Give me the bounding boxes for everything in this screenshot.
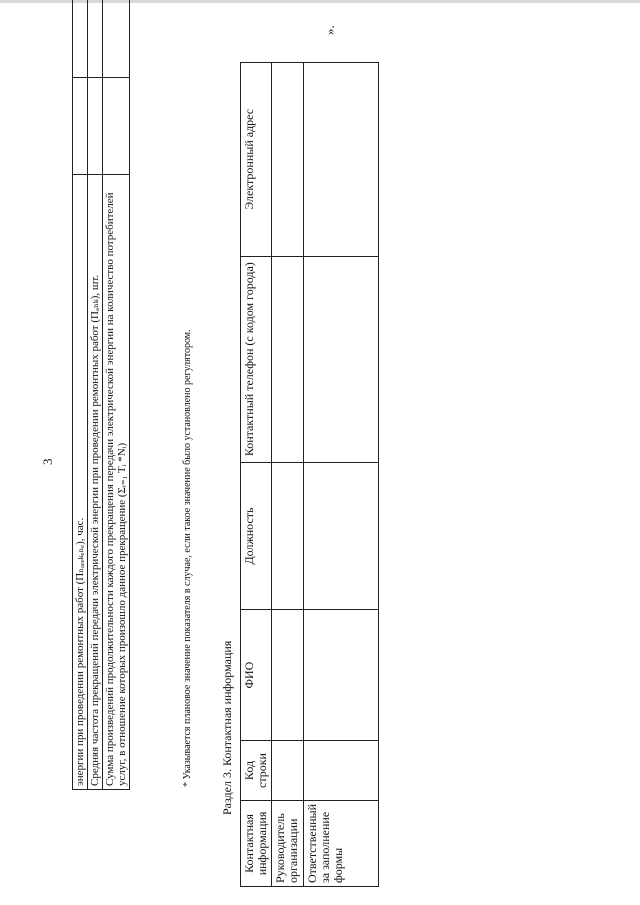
row-label: Руководитель организации [272,800,304,886]
indicator-value [88,0,103,78]
table-cell [272,256,304,462]
table-cell [272,462,304,609]
column-header: Контактный телефон (с кодом города) [241,256,272,462]
table-row [103,0,130,790]
indicators-table [72,0,130,790]
table-cell [304,63,379,257]
table-cell [272,610,304,741]
table-row [272,63,304,887]
indicator-text: энергии при проведении ремонтных работ (Пₙₐₑₑₖₑₙₑ), час. [73,175,88,790]
contact-table [240,62,379,887]
table-header-row [241,63,272,887]
section-title: Раздел 3. Контактная информация [220,640,234,815]
closing-mark: ». [322,25,337,35]
indicator-text: Сумма произведений продолжительности каждого прекращения передачи электрической энергии на количество потребителей услуг, в отношение которых произошло данное прекращение (Σᵢ₌₁ Tᵢ *Nᵢ) [103,175,130,790]
table-row [304,63,379,887]
column-header: Код строки [241,741,272,801]
table-cell [304,462,379,609]
table-cell [304,256,379,462]
footnote: * Указывается плановое значение показателя в случае, если такое значение было установлено регулятором. [182,329,193,787]
table-row [73,0,88,790]
column-header: Должность [241,462,272,609]
indicator-value [73,78,88,175]
column-header: Электронный адрес [241,63,272,257]
row-label: Ответственный за заполнение формы [304,800,379,886]
page-number: 3 [40,458,55,465]
indicator-value [88,78,103,175]
indicator-value [103,78,130,175]
column-header: ФИО [241,610,272,741]
table-cell [304,610,379,741]
indicator-value [73,0,88,78]
table-cell [272,63,304,257]
table-cell [304,741,379,801]
indicator-value [103,0,130,78]
table-cell [272,741,304,801]
column-header: Контактная информация [241,800,272,886]
indicator-text: Средняя частота прекращений передачи электрической энергии при проведении ремонтных работ (Пₐₙₖ), шт. [88,175,103,790]
table-row [88,0,103,790]
